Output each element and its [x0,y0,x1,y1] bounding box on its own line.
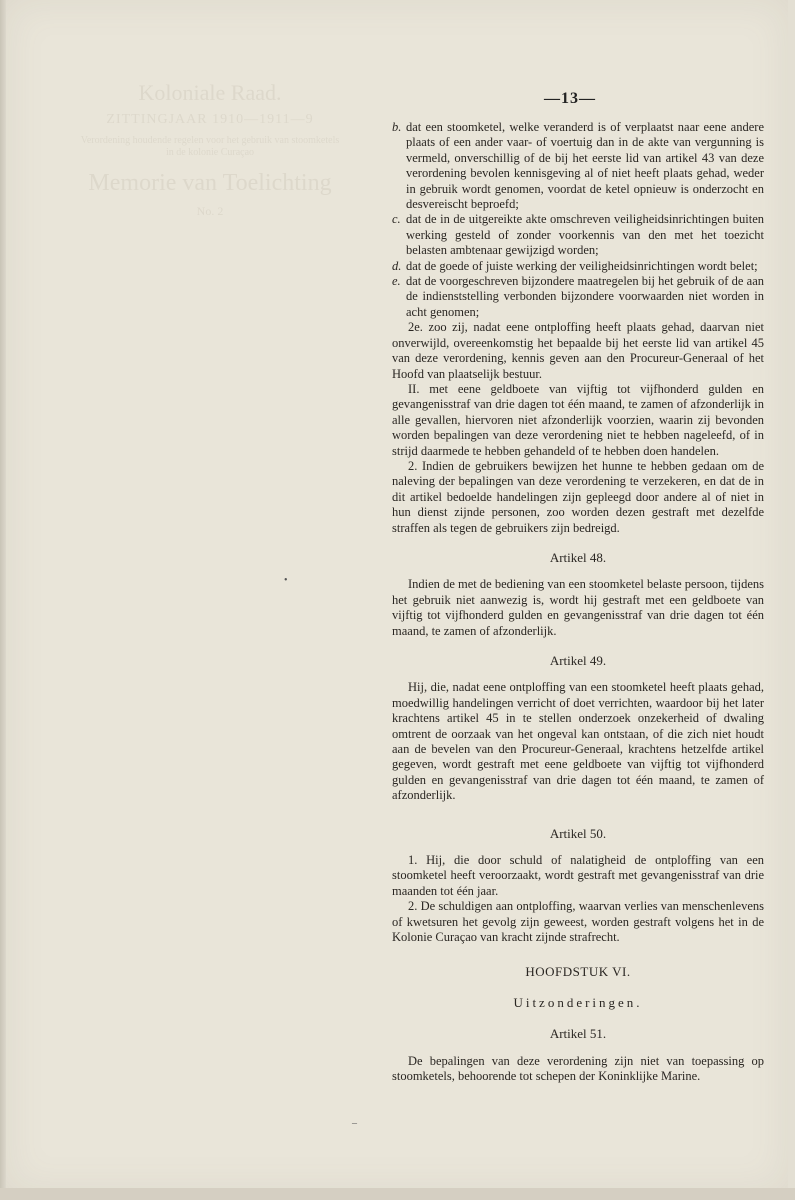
ink-speck: – [352,1118,357,1129]
paragraph-II: II. met eene geldboete van vijftig tot vijfhonderd gulden en gevangenisstraf van drie dagen tot één maand, te zamen of afzonderlijk in alle gevallen, hiervoren niet afzonderlijk voorzien, waarin zij bevonden worden bepalingen van deze verordening niet te hebben nageleefd, of in strijd daarmede te hebben gehandeld of te hebben doen handelen. [392,381,764,458]
list-item-c [392,212,764,258]
article-50-paragraph-2: 2. De schuldigen aan ontploffing, waarvan verlies van menschenlevens of kwetsuren het gevolg zijn geweest, worden gestraft volgens het in de Kolonie Curaçao van kracht zijnde strafrecht. [392,899,764,945]
document-body [392,120,764,1085]
article-51-heading: Artikel 51. [549,1026,607,1042]
chapter-heading: HOOFDSTUK VI. [525,963,631,979]
bleed-line-1: Koloniale Raad. [138,80,282,105]
item-label: e. [392,274,401,289]
scan-bottom-edge [0,1188,795,1200]
list-item-e [392,274,764,320]
article-51-text: De bepalingen van deze verordening zijn niet van toepassing op stoomketels, behoorende tot schepen der Koninklijke Marine. [392,1053,764,1084]
bleed-line-3: Verordening houdende regelen voor het gebruik van stoomketels in de kolonie Curaçao [80,135,340,159]
article-49-text: Hij, die, nadat eene ontploffing van een stoomketel heeft plaats gehad, moedwillig handelingen verricht of doet verrichten, waardoor bij het later krachtens artikel 45 in te stellen onderzoek onzekerheid of dwaling omtrent de oorzaak van het ongeval kan ontstaan, of die zich niet houdt aan de bevelen van den Procureur-Generaal, krachtens hetzelfde artikel gegeven, wordt gestraft met eene geldboete van vijftig tot vijfhonderd gulden en gevangenisstraf van drie dagen tot één maand, te zamen of afzonderlijk. [392,680,764,803]
chapter-subtitle: Uitzonderingen. [513,994,643,1010]
article-48-heading: Artikel 48. [549,549,607,565]
page-number: —13— [544,90,596,107]
item-text: dat de voorgeschreven bijzondere maatregelen bij het gebruik of de aan de indienststelling verbonden bijzondere voorwaarden niet worden in acht genomen; [406,274,764,319]
item-label: b. [392,120,402,134]
bleed-line-4: Memorie van Toelichting [88,170,332,197]
paragraph-2e: 2e. zoo zij, nadat eene ontploffing heeft plaats gehad, daarvan niet onverwijld, overeenkomstig het bepaalde bij het eerste lid van artikel 45 van deze verordening, kennis geven aan den Procureur-Generaal of het Hoofd van plaatselijk bestuur. [392,320,764,381]
bleed-through-text [80,80,340,270]
article-48-text: Indien de met de bediening van een stoomketel belaste persoon, tijdens het gebruik niet aanwezig is, wordt hij gestraft met een geldboete van vijftig tot vijfhonderd gulden en gevangenisstraf van drie dagen tot één maand, te zamen of afzonderlijk. [392,577,764,638]
list-item-d [392,259,764,274]
article-49-heading: Artikel 49. [549,653,607,668]
item-text: dat een stoomketel, welke veranderd is of verplaatst naar eene andere plaats of een ander vaar- of voertuig dan in de akte van vergunning is vermeld, onverschillig of de bij het eerste lid van artikel 43 van deze verordening bevolen kennisgeving al of niet heeft plaats gehad, weder in gebruik wordt genomen, voordat de ketel opnieuw is onderzocht en desvereischt beproefd; [406,120,764,212]
bleed-line-2: ZITTINGJAAR 1910—1911—9 [106,112,314,128]
ink-speck: • [284,575,288,586]
article-50-heading: Artikel 50. [549,825,607,841]
item-label: d. [392,258,402,273]
bleed-line-5: No. 2 [196,203,224,218]
item-label: c. [392,212,401,227]
item-text: dat de in de uitgereikte akte omschreven veiligheidsinrichtingen buiten werking gesteld of zonder voorkennis van den met het toezicht belasten ambtenaar gewijzigd worden; [406,212,764,258]
paragraph-2: 2. Indien de gebruikers bewijzen het hunne te hebben gedaan om de naleving der bepalingen van deze verordening te verzekeren, en dat de in dit artikel bedoelde handelingen zijn gepleegd door andere al of niet in hun dienst zijnde personen, zoo worden dezen gestraft met dezelfde straffen als tegen de gebruikers zijn bedreigd. [392,458,764,535]
item-text: dat de goede of juiste werking der veiligheidsinrichtingen wordt belet; [406,258,758,273]
list-item-b [392,120,764,212]
article-50-paragraph-1: 1. Hij, die door schuld of nalatigheid de ontploffing van een stoomketel heeft veroorzaakt, wordt gestraft met gevangenisstraf van drie maanden tot één jaar. [392,853,764,898]
